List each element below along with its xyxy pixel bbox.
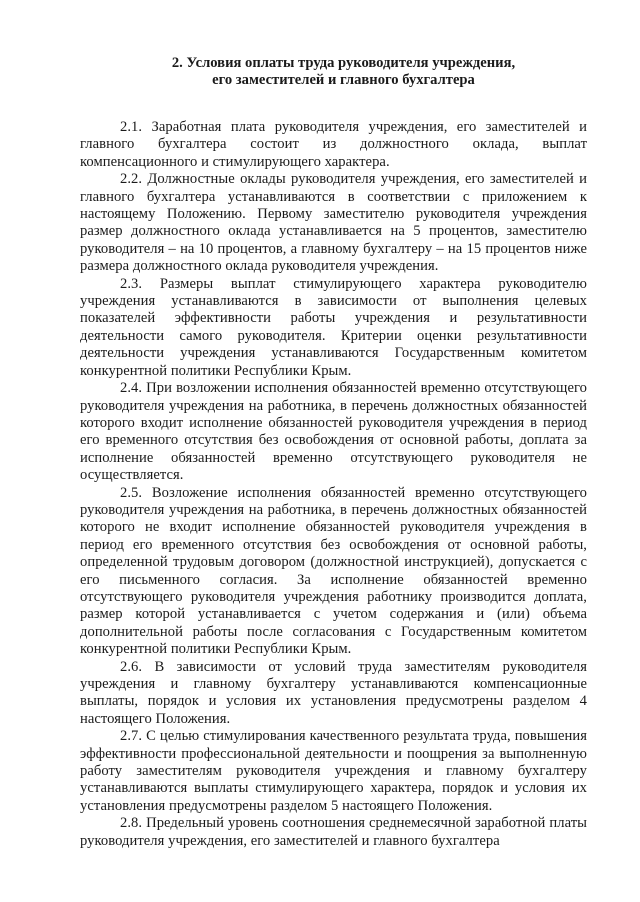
paragraph-2-3: 2.3. Размеры выплат стимулирующего характера руководителю учреждения устанавливаются в зависимости от выполнения целевых показателей эффективности работы учреждения и результативности деятельности самого руководителя. Критерии оценки результативности деятельности учреждения устанавливаются Государственным комитетом конкурентной политики Республики Крым. [80,275,587,379]
paragraph-2-2: 2.2. Должностные оклады руководителя учреждения, его заместителей и главного бухгалтера устанавливаются в соответствии с приложением к настоящему Положению. Первому заместителю руководителя учреждения размер должностного оклада устанавливается на 5 процентов, заместителю руководителя – на 10 процентов, а главному бухгалтеру – на 15 процентов ниже размера должностного оклада руководителя учреждения. [80,171,587,275]
section-title [100,55,587,89]
section-title-line-1: 2. Условия оплаты труда руководителя учреждения, [171,55,516,71]
paragraph-2-7: 2.7. С целью стимулирования качественного результата труда, повышения эффективности профессиональной деятельности и поощрения за выполненную работу заместителям руководителя учреждения и главному бухгалтеру устанавливаются выплаты стимулирующего характера, порядок и условия их установления предусмотрены разделом 5 настоящего Положения. [80,728,587,814]
paragraph-2-4: 2.4. При возложении исполнения обязанностей временно отсутствующего руководителя учреждения на работника, в перечень должностных обязанностей которого входит исполнение обязанностей руководителя учреждения в период его временного отсутствия без освобождения от основной работы, доплата за исполнение обязанностей временно отсутствующего руководителя не осуществляется. [80,380,587,484]
paragraph-2-8: 2.8. Предельный уровень соотношения среднемесячной заработной платы руководителя учреждения, его заместителей и главного бухгалтера [80,815,587,849]
paragraph-2-5: 2.5. Возложение исполнения обязанностей временно отсутствующего руководителя учреждения на работника, в перечень должностных обязанностей которого не входит исполнение обязанностей руководителя учреждения в период его временного отсутствия без освобождения от основной работы, определенной трудовым договором (должностной инструкцией), допускается с его письменного согласия. За исполнение обязанностей временно отсутствующего руководителя учреждения работнику производится доплата, размер которой устанавливается с учетом содержания и (или) объема дополнительной работы после согласования с Государственным комитетом конкурентной политики Республики Крым. [80,484,587,658]
paragraph-2-1: 2.1. Заработная плата руководителя учреждения, его заместителей и главного бухгалтера состоит из должностного оклада, выплат компенсационного и стимулирующего характера. [80,119,587,170]
section-title-line-2: его заместителей и главного бухгалтера [212,72,475,88]
paragraph-2-6: 2.6. В зависимости от условий труда заместителям руководителя учреждения и главному бухгалтеру устанавливаются компенсационные выплаты, порядок и условия их установления предусмотрены разделом 4 настоящего Положения. [80,658,587,727]
document-page [80,55,587,850]
